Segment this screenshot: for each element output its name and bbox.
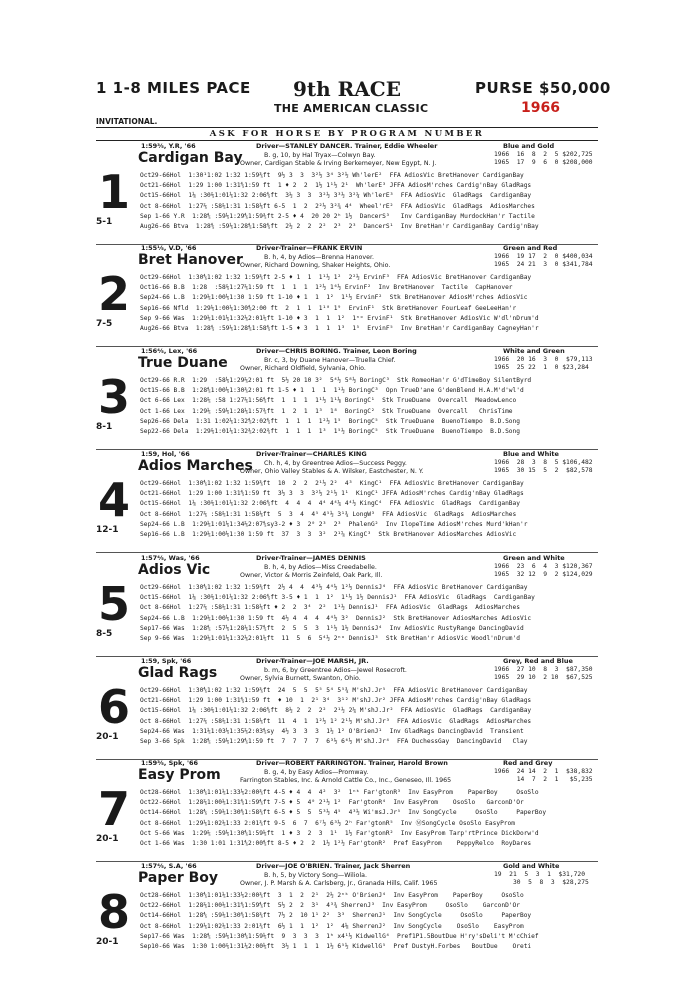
horse-name: Cardigan Bay	[138, 150, 243, 166]
past-performance-line: Oct 8-66Hol 1:29⅕1:02⅕1:33 2:01⅗ft 9-5 6 7 6⁷½ 6³½ 2ʰ Far'gtonR⁵ Inv ⓂSongCycle OsoSlo EasyProm	[140, 819, 515, 827]
race-class: INVITATIONAL.	[96, 117, 158, 126]
breeding: b. m, 6, by Greentree Adios—Jewel Rosecroft.	[264, 667, 407, 674]
horse-name: Glad Rags	[138, 665, 218, 681]
best-record: 1:57⅘, Was, '66	[141, 554, 200, 562]
past-performance-lines	[140, 788, 598, 849]
past-performance-line: Sep 1-66 Y.R 1:28⅘ :59⅕1:29⅘1:59⅗ft 2-5 ♦ 4 20 20 2ʰ 1½ DancerS³ Inv CardiganBay MurdockHan'r Tactile	[140, 212, 535, 220]
past-performance-line: Oct29-66Hol 1:30⅘1:02 1:32 1:59⅗ft 2-5 ♦ 1 1 1¹½ 1² 2²½ ErvinF³ FFA AdiosVic BretHanover CardiganBay	[140, 274, 532, 281]
program-number: 5	[98, 577, 131, 631]
past-performance-line: Oct16-66 B.B 1:28 :58⅖1:27⅖1:59 ft 1 1 1 1²½ 1⁶½ ErvinF² Inv BretHanover Tactile CapHanover	[140, 284, 513, 292]
breeding: B. g, 10, by Hal Tryax—Colwyn Bay.	[264, 152, 376, 159]
yearly-stats: 19 21 5 3 1 $31,720 30 5 8 3 $28,275	[494, 871, 589, 887]
yearly-stats: 1966 19 17 2 0 $400,034 1965 24 21 3 0 $341,784	[494, 253, 593, 269]
horse-entry	[96, 346, 598, 450]
silks-colors: Blue and White	[503, 450, 559, 458]
past-performance-line: Oct29-66Hol 1:30¹1:02 1:32 1:59⅗ft 9½ 3 3 3²½ 3⁴ 3²½ Wh'lerE² FFA AdiosVic BretHanover CardiganBay	[140, 172, 524, 179]
driver-trainer: Driver-Trainer—CHARLES KING	[256, 450, 367, 458]
driver-trainer: Driver—JOE O'BRIEN. Trainer, Jack Sherren	[256, 862, 411, 870]
past-performance-line: Oct15-66 B.B 1:28⅘1:00⅕1:30⅗2:01 ft 1-5 ♦ 1 1 1 1¹½ BoringC³ Opn TrueD'ane G'denBlend H.A.M'd'wl'd	[140, 387, 524, 395]
breeding: B. g, 4, by Easy Adios—Promway.	[264, 769, 369, 776]
past-performance-lines	[140, 686, 598, 747]
past-performance-line: Oct21-66Hol 1:29 1:00 1:31⅘1:59 ft 1 ♦ 2 2 1½ 1¹½ 2¹ Wh'lerE³ JFFA AdiosM'rches Cardig'nBay GladRags	[140, 182, 532, 190]
silks-colors: Green and White	[503, 554, 565, 562]
year-label: 1966	[521, 100, 560, 116]
purse: PURSE $50,000	[475, 79, 611, 97]
past-performance-line: Oct 8-66Hol 1:27⅖ :58⅖1:31 1:58⅕ft 6-5 1 2 2²½ 3²¾ 4⁴ Wheel'rE² FFA AdiosVic GladRags AdiosMarches	[140, 202, 535, 210]
best-record: 1:59⅗, Spk, '66	[141, 759, 199, 767]
program-number: 8	[98, 885, 131, 939]
race-subtitle: THE AMERICAN CLASSIC	[274, 102, 429, 115]
past-performance-line: Sep 3-66 Spk 1:28⅘ :59⅕1:29⅘1:59 ft 7 7 7 7 6³½ 6⁶½ M'shJ.Jr⁴ FFA DuchessGay DancingDavid Clay	[140, 737, 528, 745]
past-performance-lines	[140, 273, 598, 334]
past-performance-line: Sep26-66 Dela 1:31 1:02⅕1:32⅘2:02⅘ft 1 1 1 1²½ 1⁵ BoringC⁵ Stk TrueDuane BuenoTiempo B.D.Song	[140, 417, 520, 425]
horse-name: Adios Vic	[138, 562, 211, 578]
past-performance-line: Oct15-66Hol 1⅛ :30⅖1:01⅕1:32 2:06⅘ft 3½ 3 3 3²½ 3³½ 3²¼ Wh'lerE³ FFA AdiosVic GladRags CardiganBay	[140, 192, 532, 200]
best-record: 1:59⅗, Y.R, '66	[141, 142, 196, 150]
horse-entry	[96, 141, 598, 245]
horse-name: Bret Hanover	[138, 252, 243, 268]
past-performance-line: Oct28-66Hol 1:30⅘1:01⅕1:33⅕2:00⅗ft 4-5 ♦ 4 4 4² 3² 1ⁿᵏ Far'gtonR³ Inv EasyProm PaperBoy OsoSlo	[140, 789, 539, 796]
past-performance-line: Oct 8-66Hol 1:27⅖ :58⅖1:31 1:58⅕ft ♦ 2 2 3⁴ 2² 1¹½ DennisJ¹ FFA AdiosVic GladRags AdiosMarches	[140, 604, 520, 612]
horse-name: Paper Boy	[138, 870, 219, 886]
silks-colors: Gold and White	[503, 862, 560, 870]
morning-line-odds: 5-1	[96, 217, 113, 227]
past-performance-line: Oct 8-66Hol 1:27⅖ :58⅖1:31 1:58⅕ft 11 4 1 1²½ 1² 2¹½ M'shJ.Jr³ FFA AdiosVic GladRags AdiosMarches	[140, 717, 532, 725]
past-performance-line: Oct22-66Hol 1:28⅖1:00⅕1:31⅘1:59⅘ft 5½ 2 2 3¹ 4³¾ SherrenJ³ Inv EasyProm OsoSlo GarconD'Or	[140, 902, 520, 910]
past-performance-lines	[140, 583, 598, 644]
past-performance-line: Sep17-66 Was 1:28⅘ :59⅕1:30⅘1:59⅕ft 9 3 3 3 1ʰ x4¹½ KidwellG⁴ Pref1P1.5BoutDue H'ry'sDeli't M'cChief	[140, 932, 539, 940]
past-performance-line: Oct15-66Hol 1⅛ :30⅖1:01⅕1:32 2:06⅘ft 4 4 4 4⁴ 4⁴¼ 4⁴½ KingC⁴ FFA AdiosVic GladRags CardiganBay	[140, 500, 520, 508]
past-performance-line: Oct14-66Hol 1:28⅘ :59⅕1:30⅘1:58⅗ft 7½ 2 10 1¹ 2² 3³ SherrenJ¹ Inv SongCycle OsoSlo PaperBoy	[140, 912, 532, 920]
past-performance-line: Sep17-66 Was 1:28⅘ :57⅕1:28⅕1:57⅘ft 2 5 5 3 1¹½ 1½ DennisJ⁴ Inv AdiosVic RustyRange DancingDavid	[140, 624, 524, 632]
past-performance-line: Sep24-66 L.B 1:29⅕1:00⅕1:30 1:59 ft 1-10 ♦ 1 1 1² 1¹½ ErvinF² Stk BretHanover AdiosM'rches AdiosVic	[140, 294, 528, 302]
driver-trainer: Driver—ROBERT FARRINGTON. Trainer, Harold Brown	[256, 759, 448, 767]
morning-line-odds: 20-1	[96, 834, 119, 844]
horse-name: True Duane	[138, 355, 228, 371]
horse-entry	[96, 243, 598, 347]
program-number: 3	[98, 370, 131, 424]
past-performance-line: Oct15-66Hol 1⅛ :30⅖1:01⅕1:32 2:06⅘ft 8½ 2 2 2² 2¹½ 2¼ M'shJ.Jr² FFA AdiosVic GladRags CardiganBay	[140, 707, 532, 715]
yearly-stats: 1966 24 14 2 1 $38,832 14 7 2 1 $5,235	[494, 768, 593, 784]
past-performance-line: Oct21-66Hol 1:29 1:00 1:31⅘1:59 ft ♦ 10 1 2¹ 3⁴ 3¹² M'shJ.Jr² JFFA AdiosM'rches Cardig'nBay GladRags	[140, 697, 532, 705]
morning-line-odds: 7-5	[96, 319, 113, 329]
past-performance-line: Oct 6-66 Lex 1:28⅖ :58 1:27⅖1:56⅘ft 1 1 1 1¹½ 1¹⅛ BoringC¹ Stk TrueDuane Overcall MeadowLenco	[140, 397, 517, 405]
horse-entry	[96, 656, 598, 760]
silks-colors: White and Green	[503, 347, 565, 355]
driver-trainer: Driver-Trainer—FRANK ERVIN	[256, 244, 363, 252]
morning-line-odds: 20-1	[96, 732, 119, 742]
morning-line-odds: 20-1	[96, 937, 119, 947]
breeding: Br. c, 3, by Duane Hanover—Truella Chief.	[264, 357, 396, 364]
past-performance-line: Oct22-66Hol 1:28⅖1:00⅕1:31⅘1:59⅘ft 7-5 ♦ 5 4⁰ 2¹½ 1² Far'gtonR⁴ Inv EasyProm OsoSlo GarconD'Or	[140, 799, 524, 807]
silks-colors: Green and Red	[503, 244, 558, 252]
owner: Owner, Ohio Valley Stables & A. Wilsker, Eastchester, N. Y.	[240, 468, 424, 475]
best-record: 1:59, Spk, '66	[141, 657, 192, 665]
ask-banner: ASK FOR HORSE BY PROGRAM NUMBER	[96, 127, 598, 141]
past-performance-line: Oct 8-66Hol 1:27⅖ :58⅖1:31 1:58⅕ft 5 3 4 4⁵ 4⁵½ 3¹¾ LongW³ FFA AdiosVic GladRags AdiosMarches	[140, 510, 517, 518]
past-performance-line: Sep 9-66 Was 1:29⅕1:01⅕1:32⅕2:01⅕ft 1-10 ♦ 3 1 1 1² 1ⁿᵒ ErvinF¹ Stk BretHanover AdiosVic W'dl'nDrum'd	[140, 314, 539, 322]
best-record: 1:56⅘, Lex, '66	[141, 347, 198, 355]
silks-colors: Blue and Gold	[503, 142, 555, 150]
past-performance-line: Oct15-66Hol 1⅛ :30⅖1:01⅕1:32 2:06⅘ft 3-5 ♦ 1 1 1² 1¹½ 1½ DennisJ¹ FFA AdiosVic GladRags CardiganBay	[140, 594, 535, 602]
driver-trainer: Driver—CHRIS BORING. Trainer, Leon Boring	[256, 347, 417, 355]
race-distance: 1 1-8 MILES PACE	[96, 79, 251, 97]
program-number: 1	[98, 165, 131, 219]
best-record: 1:57⅘, S.A, '66	[141, 862, 197, 870]
past-performance-line: Sep24-66 Was 1:31⅕1:03⅕1:35⅖2:03⅘sy 4½ 3 3 3 1½ 1² O'BrienJ¹ Inv GladRags DancingDavid Transient	[140, 727, 524, 735]
best-record: 1:59, Hol, '66	[141, 450, 190, 458]
yearly-stats: 1966 28 3 8 5 $106,482 1965 30 15 5 2 $82,578	[494, 459, 593, 475]
past-performance-line: Oct29-66Hol 1:30⅘1:02 1:32 1:59⅗ft 2½ 4 4 4³½ 4⁴½ 1²½ DennisJ⁴ FFA AdiosVic BretHanover CardiganBay	[140, 584, 528, 591]
horse-entry	[96, 861, 598, 964]
yearly-stats: 1966 16 8 2 5 $202,725 1965 17 9 6 0 $208,000	[494, 151, 593, 167]
horse-entry	[96, 449, 598, 553]
horse-entry	[96, 553, 598, 657]
past-performance-line: Sep16-66 L.B 1:29⅕1:00⅕1:30 1:59 ft 37 3 3 3² 2¹⅝ KingC³ Stk BretHanover AdiosMarches AdiosVic	[140, 530, 517, 538]
past-performance-line: Oct 1-66 Lex 1:29⅕ :59⅕1:28⅕1:57⅗ft 1 2 1 1³ 1⁸ BoringC² Stk TrueDuane Overcall ChrisTime	[140, 407, 513, 415]
past-performance-line: Sep10-66 Was 1:30 1:00⅖1:31⅕2:00⅕ft 3½ 1 1 1 1½ 6⁵½ KidwellG⁵ Pref DustyH.Forbes BoutDue Oreti	[140, 942, 532, 950]
past-performance-line: Oct29-66Hol 1:30⅘1:02 1:32 1:59⅗ft 10 2 2 2¹½ 2² 4³ KingC¹ FFA AdiosVic BretHanover CardiganBay	[140, 480, 524, 487]
past-performance-lines	[140, 171, 598, 232]
morning-line-odds: 8-1	[96, 422, 113, 432]
past-performance-line: Sep 9-66 Was 1:29⅕1:01⅕1:32⅕2:01⅕ft 11 5 6 5⁴½ 2ⁿᵒ DennisJ³ Stk BretHan'r AdiosVic Woodl'nDrum'd	[140, 634, 520, 642]
past-performance-line: Oct29-66 R.R 1:29 :58⅕1:29⅖2:01 ft 5½ 20 10 3² 5⁴½ 5⁸½ BoringC³ Stk RomeoHan'r G'dTimeBoy SilentByrd	[140, 377, 532, 384]
yearly-stats: 1966 27 10 8 3 $87,350 1965 29 10 2 10 $67,525	[494, 666, 593, 682]
race-program-page	[96, 75, 611, 950]
past-performance-line: Oct14-66Hol 1:28⅘ :59⅕1:30⅘1:58⅗ft 6-5 ♦ 5 5 5³½ 4⁵ 4³½ Wi'msJ.Jr⁵ Inv SongCycle OsoSlo PaperBoy	[140, 809, 547, 817]
past-performance-lines	[140, 891, 598, 952]
driver-trainer: Driver-Trainer—JOE MARSH, JR.	[256, 657, 369, 665]
past-performance-line: Oct28-66Hol 1:30⅘1:01⅕1:33⅕2:00⅗ft 3 1 2 2¹ 2½ 2ⁿᵏ O'BrienJ⁴ Inv EasyProm PaperBoy OsoSlo	[140, 892, 524, 899]
owner: Owner, Cardigan Stable & Irving Berkemeyer, New Egypt, N. J.	[240, 160, 437, 167]
race-number: 9th RACE	[293, 77, 401, 101]
breeding: B. h, 5, by Victory Song—Wiliola.	[264, 872, 368, 879]
past-performance-line: Sep22-66 Dela 1:29⅖1:01⅕1:32⅗2:02⅗ft 1 1 1 1³ 1⁵½ BoringC⁵ Stk TrueDuane BuenoTiempo B.D.Song	[140, 427, 520, 435]
past-performance-line: Sep24-66 L.B 1:29⅕1:00⅕1:30 1:59 ft 4½ 4 4 4 4⁴½ 3² DennisJ² Stk BretHanover AdiosMarches AdiosVic	[140, 614, 532, 622]
breeding: B. h, 4, by Adios—Brenna Hanover.	[264, 254, 374, 261]
past-performance-line: Oct 8-66Hol 1:29⅕1:02⅕1:33 2:01⅗ft 6½ 1 1 1² 1² 4⅛ SherrenJ² Inv SongCycle OsoSlo EasyProm	[140, 922, 524, 930]
past-performance-lines	[140, 376, 598, 437]
morning-line-odds: 8-5	[96, 629, 113, 639]
past-performance-line: Oct21-66Hol 1:29 1:00 1:31⅘1:59 ft 3½ 3 3 3²½ 2¹½ 1¹ KingC¹ JFFA AdiosM'rches Cardig'nBay GladRags	[140, 490, 524, 498]
program-number: 7	[98, 782, 131, 836]
silks-colors: Red and Grey	[503, 759, 553, 767]
past-performance-line: Sep16-66 Nfld 1:29⅕1:00⅕1:30⅘2:00 ft 2 1 1 1¹⁰ 1⁹ ErvinF¹ Stk BretHanover FourLeaf GeeLeeHan'r	[140, 304, 517, 312]
silks-colors: Grey, Red and Blue	[503, 657, 573, 665]
past-performance-line: Oct 5-66 Was 1:29⅖ :59⅕1:30⅘1:59⅕ft 1 ♦ 3 2 3 1¹ 1½ Far'gtonR² Inv EasyProm Tarp'rtPrince DickDorw'd	[140, 829, 539, 837]
program-number: 4	[98, 473, 131, 527]
owner: Owner, Richard Oldfield, Sylvania, Ohio.	[240, 365, 366, 372]
driver-trainer: Driver—STANLEY DANCER. Trainer, Eddie Wheeler	[256, 142, 438, 150]
owner: Owner, Sylvia Burnett, Swanton, Ohio.	[240, 675, 361, 682]
past-performance-line: Oct29-66Hol 1:30⅘1:02 1:32 1:59⅗ft 24 5 5 5⁵ 5⁴ 5⁵¾ M'shJ.Jr⁵ FFA AdiosVic BretHanover CardiganBay	[140, 687, 528, 694]
best-record: 1:55⅕, V.D, '66	[141, 244, 197, 252]
past-performance-line: Sep24-66 L.B 1:29⅕1:01⅕1:34⅖2:07⅘sy3-2 ♦ 3 2⁰ 2³ 2³ PhalenG² Inv IlopeTime AdiosM'rches Murd'kHan'r	[140, 520, 528, 528]
owner: Owner, Richard Downing, Shaker Heights, Ohio.	[240, 262, 391, 269]
breeding: B. h, 4, by Adios—Miss Creedabelle.	[264, 564, 377, 571]
horse-name: Adios Marches	[138, 458, 253, 474]
horse-name: Easy Prom	[138, 767, 221, 783]
past-performance-lines	[140, 479, 598, 540]
horse-entry	[96, 758, 598, 862]
morning-line-odds: 12-1	[96, 525, 119, 535]
owner: Owner, Victor & Morris Zeinfeld, Oak Park, Ill.	[240, 572, 383, 579]
owner: Owner, J. P. Marsh & A. Carlsberg, Jr., Granada Hills, Calif. 1965	[240, 880, 438, 887]
yearly-stats: 1966 20 16 3 0 $79,113 1965 25 22 1 0 $23,284	[494, 356, 593, 372]
past-performance-line: Aug26-66 Btva 1:28⅘ :59⅕1:28⅘1:58⅘ft 1-5 ♦ 3 1 1 1³ 1⁵ ErvinF⁵ Inv BretHan'r CardiganBay CagneyHan'r	[140, 324, 539, 332]
driver-trainer: Driver-Trainer—JAMES DENNIS	[256, 554, 366, 562]
yearly-stats: 1966 23 6 4 3 $120,367 1965 32 12 9 2 $124,029	[494, 563, 593, 579]
program-number: 6	[98, 680, 131, 734]
program-number: 2	[98, 267, 131, 321]
owner: Farrington Stables, Inc. & Arnold Cattle Co., Inc., Geneseo, Ill. 1965	[240, 777, 452, 784]
breeding: Ch. h, 4, by Greentree Adios—Success Peggy.	[264, 460, 407, 467]
past-performance-line: Aug26-66 Btva 1:28⅘ :59⅕1:28⅘1:58⅘ft 2½ 2 2 2² 2³ 2³ DancerS¹ Inv BretHan'r CardiganBay Cardig'nBay	[140, 222, 539, 230]
past-performance-line: Oct 1-66 Was 1:30 1:01 1:31⅘2:00⅘ft 8-5 ♦ 2 2 1½ 1²½ Far'gtonR² Pref EasyProm PeppyRelco RoyDares	[140, 839, 532, 847]
